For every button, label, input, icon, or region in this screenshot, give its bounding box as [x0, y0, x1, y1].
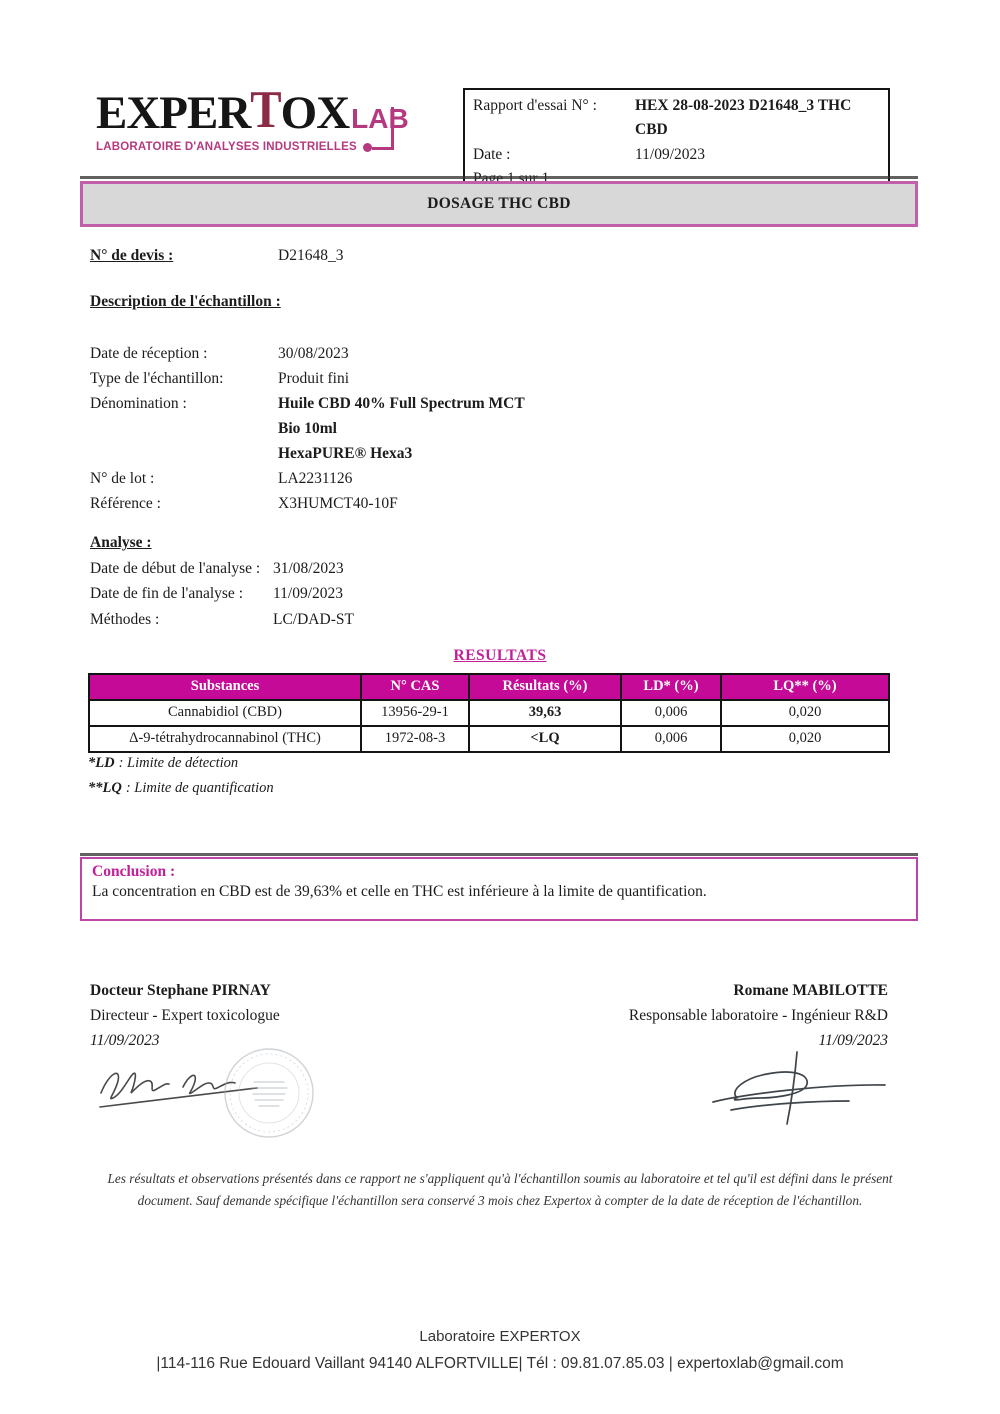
analysis-section-heading: Analyse : [90, 534, 152, 551]
logo-word-start: EXPER [96, 87, 251, 139]
footnote-lq-def: : Limite de quantification [125, 779, 274, 796]
signatory-left-block [90, 982, 280, 1050]
reference-label: Référence : [90, 495, 161, 512]
signatory-right-role: Responsable laboratoire - Ingénieur R&D [628, 1007, 888, 1024]
analysis-methods-row [90, 607, 354, 633]
report-date-label: Date : [473, 145, 511, 163]
reference-value: X3HUMCT40-10F [278, 495, 398, 512]
title-banner [80, 181, 918, 227]
mabilotte-signature-icon [703, 1046, 893, 1128]
devis-value: D21648_3 [278, 247, 344, 264]
footer [0, 1328, 1000, 1373]
signatory-left-role: Directeur - Expert toxicologue [90, 1007, 280, 1024]
denomination-line-2: Bio 10ml [278, 420, 337, 437]
sample-type-value: Produit fini [278, 370, 350, 387]
report-number-label: Rapport d'essai N° : [473, 97, 597, 114]
report-number-value: HEX 28-08-2023 D21648_3 THC CBD [635, 97, 852, 139]
devis-label: N° de devis : [90, 247, 174, 264]
signatory-right-block [629, 982, 888, 1050]
report-date-value: 11/09/2023 [635, 145, 706, 163]
sample-description-block [90, 341, 525, 516]
logo-dot-icon [363, 143, 372, 152]
cbd-substance: Cannabidiol (CBD) [89, 700, 361, 726]
analysis-start-label: Date de début de l'analyse : [90, 559, 261, 577]
footnote-lq [88, 776, 274, 801]
cbd-ld: 0,006 [621, 700, 721, 726]
disclaimer-text: Les résultats et observations présentés dans ce rapport ne s'appliquent qu'à l'échantillon soumis au laboratoire et tel qu'il est défini dans le présent document. Sauf demande spécifique l'échantillon sera conservé 3 mois chez Expertox à compter de la date de réception de l'échantillon. [107, 1171, 893, 1208]
report-date-row [473, 143, 880, 167]
denomination-value [278, 391, 525, 466]
expertox-logo [96, 81, 426, 153]
footnote-ld-term: *LD [88, 755, 115, 771]
conclusion-box [80, 857, 918, 921]
analysis-start-value: 31/08/2023 [273, 559, 344, 577]
signatory-left-date: 11/09/2023 [90, 1032, 160, 1049]
thc-substance: Δ-9-tétrahydrocannabinol (THC) [89, 726, 361, 752]
results-table [88, 673, 890, 753]
denomination-line-1: Huile CBD 40% Full Spectrum MCT [278, 395, 525, 412]
report-number-row [473, 94, 880, 143]
results-header-row [89, 674, 889, 700]
reference-row [90, 491, 525, 516]
logo-connector-line [372, 107, 394, 150]
devis-row [90, 247, 343, 265]
analysis-end-value: 11/09/2023 [273, 585, 344, 602]
logo-word-end: OX [280, 87, 350, 139]
sample-type-row [90, 366, 525, 391]
lot-row [90, 466, 525, 491]
analysis-methods-label: Méthodes : [90, 610, 160, 628]
analysis-start-row [90, 556, 354, 582]
analysis-methods-value: LC/DAD-ST [273, 610, 354, 628]
col-ld: LD* (%) [621, 674, 721, 700]
sample-section-heading: Description de l'échantillon : [90, 293, 281, 310]
analysis-end-row [90, 581, 354, 607]
thc-result: <LQ [469, 726, 621, 752]
logo-suffix-lab: LAB [351, 103, 409, 134]
reception-row [90, 341, 525, 366]
analysis-block [90, 530, 354, 632]
thc-lq: 0,020 [721, 726, 889, 752]
col-lq: LQ** (%) [721, 674, 889, 700]
denomination-row [90, 391, 525, 466]
table-footnotes [88, 751, 274, 800]
footer-lab-name: Laboratoire EXPERTOX [419, 1328, 581, 1345]
sample-type-label: Type de l'échantillon: [90, 370, 224, 387]
footnote-ld [88, 751, 274, 776]
col-result: Résultats (%) [469, 674, 621, 700]
conclusion-top-rule [80, 853, 918, 856]
col-substances: Substances [89, 674, 361, 700]
results-heading: RESULTATS [453, 647, 547, 664]
reception-value: 30/08/2023 [278, 345, 349, 362]
footer-address: |114-116 Rue Edouard Vaillant 94140 ALFORTVILLE| Tél : 09.81.07.85.03 | expertoxlab@gmail.com [156, 1355, 844, 1372]
logo-word-t: T [250, 81, 281, 140]
lot-value: LA2231126 [278, 470, 353, 487]
cbd-result: 39,63 [469, 700, 621, 726]
thc-cas: 1972-08-3 [361, 726, 469, 752]
table-row-thc [89, 726, 889, 752]
stamp-seal-icon [222, 1046, 316, 1140]
signatory-left-name: Docteur Stephane PIRNAY [90, 982, 271, 999]
table-row-cbd [89, 700, 889, 726]
lot-label: N° de lot : [90, 470, 155, 487]
col-cas: N° CAS [361, 674, 469, 700]
cbd-lq: 0,020 [721, 700, 889, 726]
cbd-cas: 13956-29-1 [361, 700, 469, 726]
analysis-end-label: Date de fin de l'analyse : [90, 585, 243, 602]
conclusion-text: La concentration en CBD est de 39,63% et celle en THC est inférieure à la limite de quantification. [92, 883, 707, 900]
conclusion-label: Conclusion : [92, 863, 176, 880]
banner-top-rule [80, 176, 918, 179]
denomination-label: Dénomination : [90, 395, 187, 412]
page-title: DOSAGE THC CBD [427, 195, 571, 212]
footnote-lq-term: **LQ [88, 779, 122, 796]
thc-ld: 0,006 [621, 726, 721, 752]
logo-tagline: LABORATOIRE D'ANALYSES INDUSTRIELLES [96, 141, 357, 153]
signatory-right-name: Romane MABILOTTE [733, 982, 888, 999]
denomination-line-3: HexaPURE® Hexa3 [278, 445, 413, 462]
reception-label: Date de réception : [90, 345, 208, 362]
footnote-ld-def: : Limite de détection [118, 755, 239, 771]
signatory-right-date: 11/09/2023 [818, 1032, 888, 1049]
